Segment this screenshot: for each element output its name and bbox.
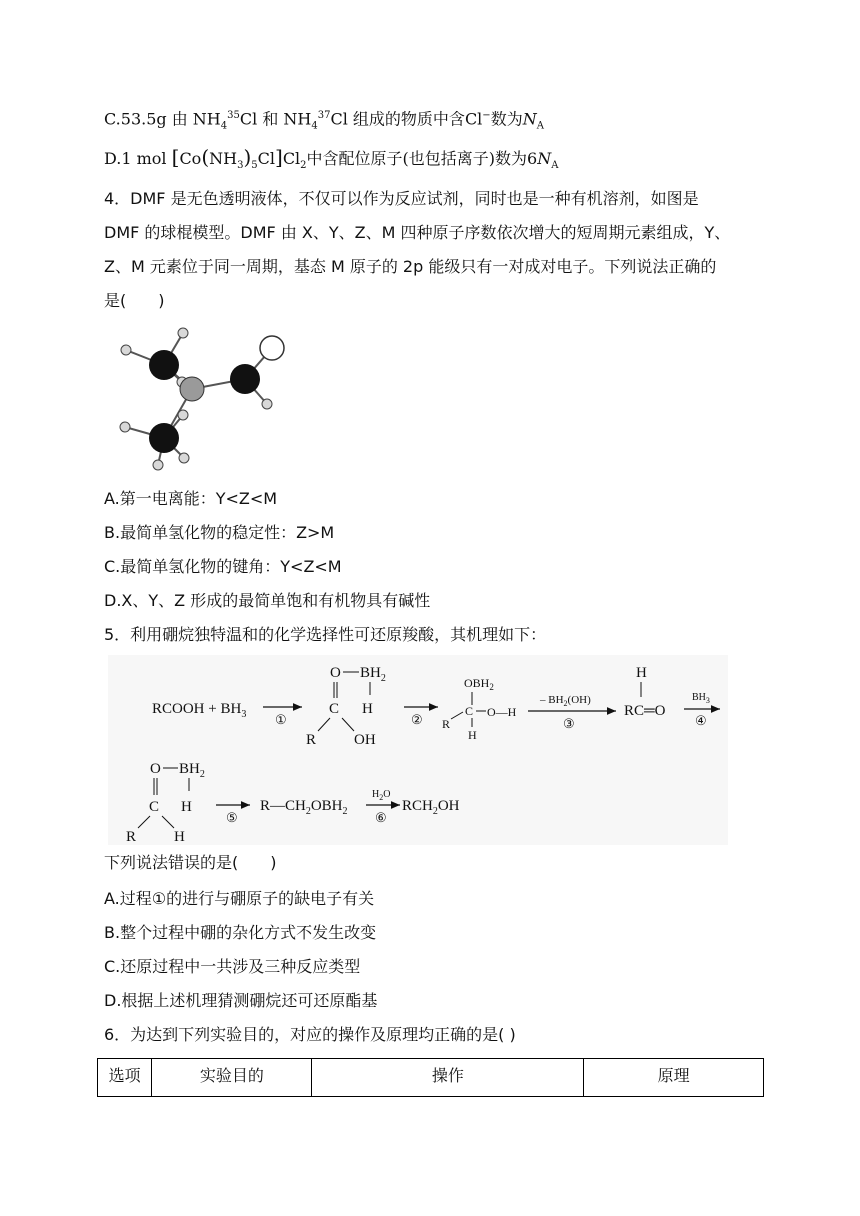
header-operation: 操作 [312, 1059, 584, 1097]
q5-stem: 5．利用硼烷独特温和的化学选择性可还原羧酸，其机理如下： [104, 625, 547, 644]
header-purpose: 实验目的 [152, 1059, 312, 1097]
q4-stem-line-2: DMF 的球棍模型。DMF 由 X、Y、Z、M 四种原子序数依次增大的短周期元素组成，Y、 [104, 223, 731, 242]
q4-option-c: C.最简单氢化物的键角：Y<Z<M [104, 557, 342, 576]
svg-text:H: H [362, 701, 373, 717]
svg-text:C: C [149, 799, 160, 815]
svg-text:H: H [468, 728, 477, 742]
q4-option-a: A.第一电离能：Y<Z<M [104, 489, 278, 508]
table-header-row [98, 1059, 764, 1097]
header-option: 选项 [98, 1059, 152, 1097]
q4-option-d: D.X、Y、Z 形成的最简单饱和有机物具有碱性 [104, 591, 431, 610]
hydrogen-atom [262, 399, 272, 409]
step-1-label: ① [275, 712, 287, 727]
step-4-label: ④ [695, 713, 707, 728]
hydrogen-atom [179, 453, 189, 463]
hydrogen-atom [120, 422, 130, 432]
hydrogen-atom [121, 345, 131, 355]
svg-text:OBH2: $OBH_2$ [464, 676, 494, 692]
svg-text:BH3: $BH_3$ [692, 692, 710, 705]
step-6-label: ⑥ [375, 810, 387, 825]
q4-stem-line-1: 4．DMF 是无色透明液体，不仅可以作为反应试剂，同时也是一种有机溶剂，如图是 [104, 189, 699, 208]
header-principle: 原理 [584, 1059, 764, 1097]
carbon-atom [149, 350, 179, 380]
svg-text:H: H [174, 829, 185, 845]
svg-text:BH2: $BH_2$ [179, 761, 205, 780]
svg-text:R: R [306, 732, 317, 748]
q3-option-c: C.53.5g 由 $NH_4^{35}Cl$ 和 $NH_4^{37}Cl$ 组成的物质中含Cl−数为$N_A$ [104, 109, 544, 132]
svg-text:RCH2OH: $RCH_2OH$ [402, 798, 460, 817]
q6-stem: 6．为达到下列实验目的，对应的操作及原理均正确的是( ) [104, 1025, 516, 1044]
svg-text:R: R [442, 717, 451, 731]
oxygen-atom [260, 336, 284, 360]
q6-table [97, 1058, 764, 1097]
svg-text:BH2: $BH_2$ [360, 665, 386, 684]
svg-text:O—H: O—H [487, 705, 517, 719]
q4-stem-line-4: 是( ) [104, 291, 165, 310]
q4-option-b: B.最简单氢化物的稳定性：Z>M [104, 523, 335, 542]
hydrogen-atom [153, 460, 163, 470]
carbon-atom [149, 423, 179, 453]
svg-text:RC═O: RC═O [624, 703, 666, 719]
svg-text:O: O [150, 761, 161, 777]
reactants: RCOOH + $BH_3$ [152, 701, 247, 720]
step-3-label: ③ [563, 716, 575, 731]
hydrogen-atom [178, 410, 188, 420]
svg-text:R—CH2OBH2: $R—CH_2OBH_2$ [260, 798, 348, 817]
q5-option-b: B.整个过程中硼的杂化方式不发生改变 [104, 923, 377, 942]
svg-text:– BH2(OH): – $BH_2(OH)$ [540, 694, 591, 708]
borane-reduction-mechanism [108, 655, 728, 845]
svg-text:C: C [329, 701, 340, 717]
svg-text:O: O [330, 665, 341, 681]
hydrogen-atom [178, 328, 188, 338]
carbon-atom [230, 364, 260, 394]
svg-text:OH: OH [354, 732, 376, 748]
q5-option-c: C.还原过程中一共涉及三种反应类型 [104, 957, 361, 976]
dmf-ball-stick-model [112, 320, 302, 480]
nitrogen-atom [180, 377, 204, 401]
q5-question: 下列说法错误的是( ) [104, 853, 277, 872]
q4-stem-line-3: Z、M 元素位于同一周期，基态 M 原子的 2p 能级只有一对成对电子。下列说法正确的 [104, 257, 717, 276]
svg-text:C: C [465, 704, 474, 718]
q5-option-a: A.过程①的进行与硼原子的缺电子有关 [104, 889, 375, 908]
q5-option-d: D.根据上述机理猜测硼烷还可还原酯基 [104, 991, 378, 1010]
svg-text:H: H [181, 799, 192, 815]
svg-text:H2O: $H_2O$ [372, 789, 391, 802]
svg-text:H: H [636, 665, 647, 681]
step-5-label: ⑤ [226, 810, 238, 825]
q3-option-d: D.1 mol $[Co(NH_3)_5Cl]Cl_2$中含配位原子(也包括离子)数为$6N_A$ [104, 145, 559, 172]
step-2-label: ② [411, 712, 423, 727]
svg-text:R: R [126, 829, 137, 845]
